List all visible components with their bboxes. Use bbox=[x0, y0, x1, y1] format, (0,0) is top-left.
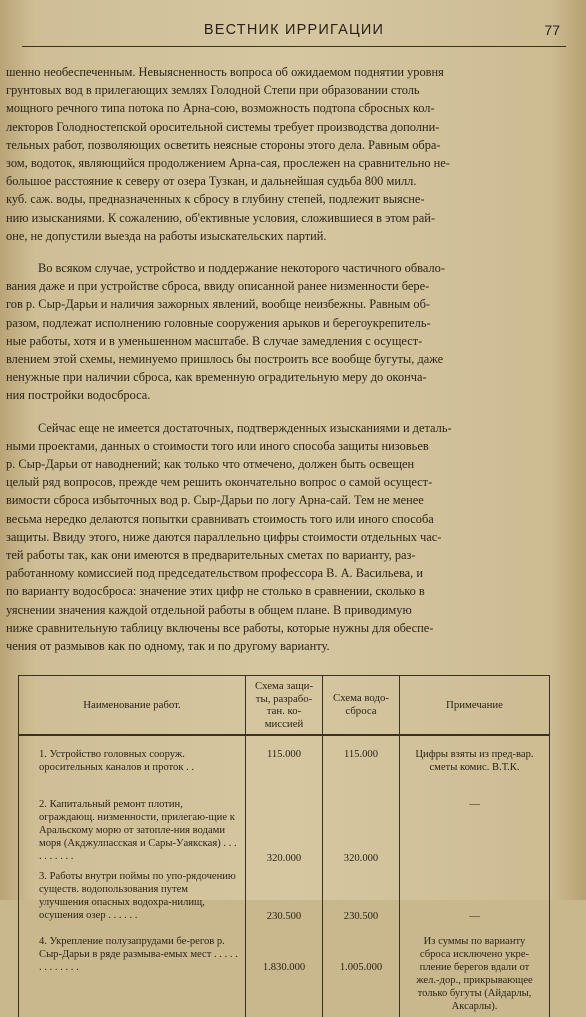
table-row bbox=[19, 868, 550, 925]
spillway-cost: 320.000 bbox=[343, 853, 379, 865]
table-header-row bbox=[19, 676, 550, 736]
commission-cost: 1.830.000 bbox=[262, 962, 306, 974]
header-note: Примечание bbox=[400, 676, 550, 736]
cost-comparison-table bbox=[18, 675, 550, 1017]
text-line: ненужные при наличии сброса, как временную оградительную меру до оконча- bbox=[6, 370, 427, 385]
row-note: Цифры взяты из пред-вар. сметы комис. В.Т.К. bbox=[400, 735, 550, 796]
spillway-cost: 1.005.000 bbox=[339, 962, 383, 974]
spillway-cost: 230.500 bbox=[343, 911, 379, 923]
text-line: по варианту водосброса: значение этих цифр не столько в сравнении, сколько в bbox=[6, 584, 425, 599]
row-note: Из суммы по варианту сброса исключено укре-пление берегов вдали от жел.-дор., прикрывающее только бугуты (Айдарлы, Аксарлы). bbox=[400, 925, 550, 1017]
commission-cost: 115.000 bbox=[266, 749, 302, 761]
text-line: р. Сыр-Дарьи от наводнений; как только что отмечено, должен быть освещен bbox=[6, 457, 415, 472]
text-line: грунтовых вод в прилегающих землях Голодной Степи при образовании столь bbox=[6, 83, 420, 98]
text-line: вания даже и при устройстве сброса, ввиду описанной ранее низменности бере- bbox=[6, 279, 430, 294]
work-name: 1. Устройство головных сооруж. оросительных каналов и проток . . bbox=[19, 735, 246, 796]
text-line: чения от размывов как по одному, так и по другому варианту. bbox=[6, 639, 330, 654]
text-line: ниже сравнительную таблицу включены все работы, которые нужны для обеспе- bbox=[6, 620, 434, 635]
paragraph-3 bbox=[6, 419, 572, 656]
text-line: уяснении значения каждой отдельной работы в общем плане. В приводимую bbox=[6, 602, 412, 617]
text-line: вимости сброса избыточных вод р. Сыр-Дарьи по логу Арна-сай. Тем не менее bbox=[6, 493, 424, 508]
text-line: работанному комиссией под председательством профессора В. А. Васильева, и bbox=[6, 566, 423, 581]
text-line: мощного речного типа потока по Арна-сою, возможность подтопа сбросных кол- bbox=[6, 101, 435, 116]
header-commission-scheme: Схема защи-ты, разрабо-тан. ко-миссией bbox=[246, 676, 323, 736]
work-name: 2. Капитальный ремонт плотин, ограждающ. низменности, прилегаю-щие к Аральскому морю от затопле-ния водами моря (Акджулпасская и Сары-Уаякская) . . . . . . . . . . bbox=[19, 796, 246, 868]
commission-cost: 320.000 bbox=[266, 853, 302, 865]
text-line: куб. саж. воды, предназначенных к сбросу в глубину степей, подлежит выясне- bbox=[6, 192, 425, 207]
text-line: оне, не допустили выезда на работы изыскательских партий. bbox=[6, 228, 327, 243]
text-line: Во всяком случае, устройство и поддержание некоторого частичного обвало- bbox=[38, 261, 445, 276]
table-row bbox=[19, 735, 550, 796]
text-line: ные работы, хотя и в уменьшенном масштабе. В случае замедления с осущест- bbox=[6, 333, 423, 348]
text-line: нию изысканиями. К сожалению, об'ективные условия, сложившиеся в этом рай- bbox=[6, 210, 435, 225]
text-line: тей работы так, как они имеются в предварительных сметах по варианту, раз- bbox=[6, 548, 416, 563]
text-line: большое расстояние к северу от озера Тузкан, и дальнейшая судьба 800 милл. bbox=[6, 174, 417, 189]
body-text bbox=[6, 63, 572, 655]
work-name: 4. Укрепление полузапрудами бе-регов р. Сыр-Дарьи в ряде размыва-емых мест . . . . . . . . . . . . . bbox=[19, 925, 246, 1017]
page-header bbox=[22, 0, 566, 47]
text-line: гов р. Сыр-Дарьи и наличия зажорных явлений, вообще неизбежны. Равным об- bbox=[6, 297, 430, 312]
header-work-name: Наименование работ. bbox=[19, 676, 246, 736]
text-line: ния постройки водосброса. bbox=[6, 388, 151, 403]
text-line: шенно необеспеченным. Невыясненность вопроса об ожидаемом поднятии уровня bbox=[6, 65, 444, 79]
text-line: тельных работ, позволяющих осветить неясные стороны этого дела. Равным обра- bbox=[6, 137, 441, 152]
journal-title: ВЕСТНИК ИРРИГАЦИИ bbox=[203, 22, 385, 38]
table-row bbox=[19, 925, 550, 1017]
text-line: весьма нередко делаются попытки сравнивать стоимость того или иного способа bbox=[6, 511, 434, 526]
spillway-cost: 115.000 bbox=[343, 749, 379, 761]
paragraph-2 bbox=[6, 259, 572, 405]
header-spillway-scheme: Схема водо-сброса bbox=[323, 676, 400, 736]
commission-cost: 230.500 bbox=[266, 911, 302, 923]
text-line: целый ряд вопросов, прежде чем решить окончательно вопрос о самой осущест- bbox=[6, 475, 433, 490]
text-line: влением этой схемы, неминуемо пришлось бы построить все вообще бугуты, даже bbox=[6, 352, 444, 367]
text-line: зом, водоток, являющийся продолжением Арна-сая, прослежен на сравнительно не- bbox=[6, 156, 450, 171]
row-note: — bbox=[469, 911, 480, 923]
text-line: ными проектами, данных о стоимости того или иного способа защиты низовьев bbox=[6, 438, 429, 453]
work-name: 3. Работы внутри поймы по упо-рядочению существ. водопользования путем улучшения опасных водохра-нилищ, осушения озер . . . . . . bbox=[19, 868, 246, 925]
row-note: — bbox=[469, 799, 480, 811]
text-line: разом, подлежат исполнению головные сооружения арыков и берегоукрепитель- bbox=[6, 315, 431, 330]
text-line: защиты. Ввиду этого, ниже даются параллельно цифры стоимости отдельных час- bbox=[6, 529, 442, 544]
text-line: Сейчас еще не имеется достаточных, подтвержденных изысканиями и деталь- bbox=[38, 420, 452, 435]
page-number: 77 bbox=[544, 22, 560, 38]
text-line: лекторов Голодностепской оросительной системы требует производства дополни- bbox=[6, 119, 440, 134]
paragraph-1 bbox=[6, 63, 572, 245]
table-row bbox=[19, 796, 550, 868]
